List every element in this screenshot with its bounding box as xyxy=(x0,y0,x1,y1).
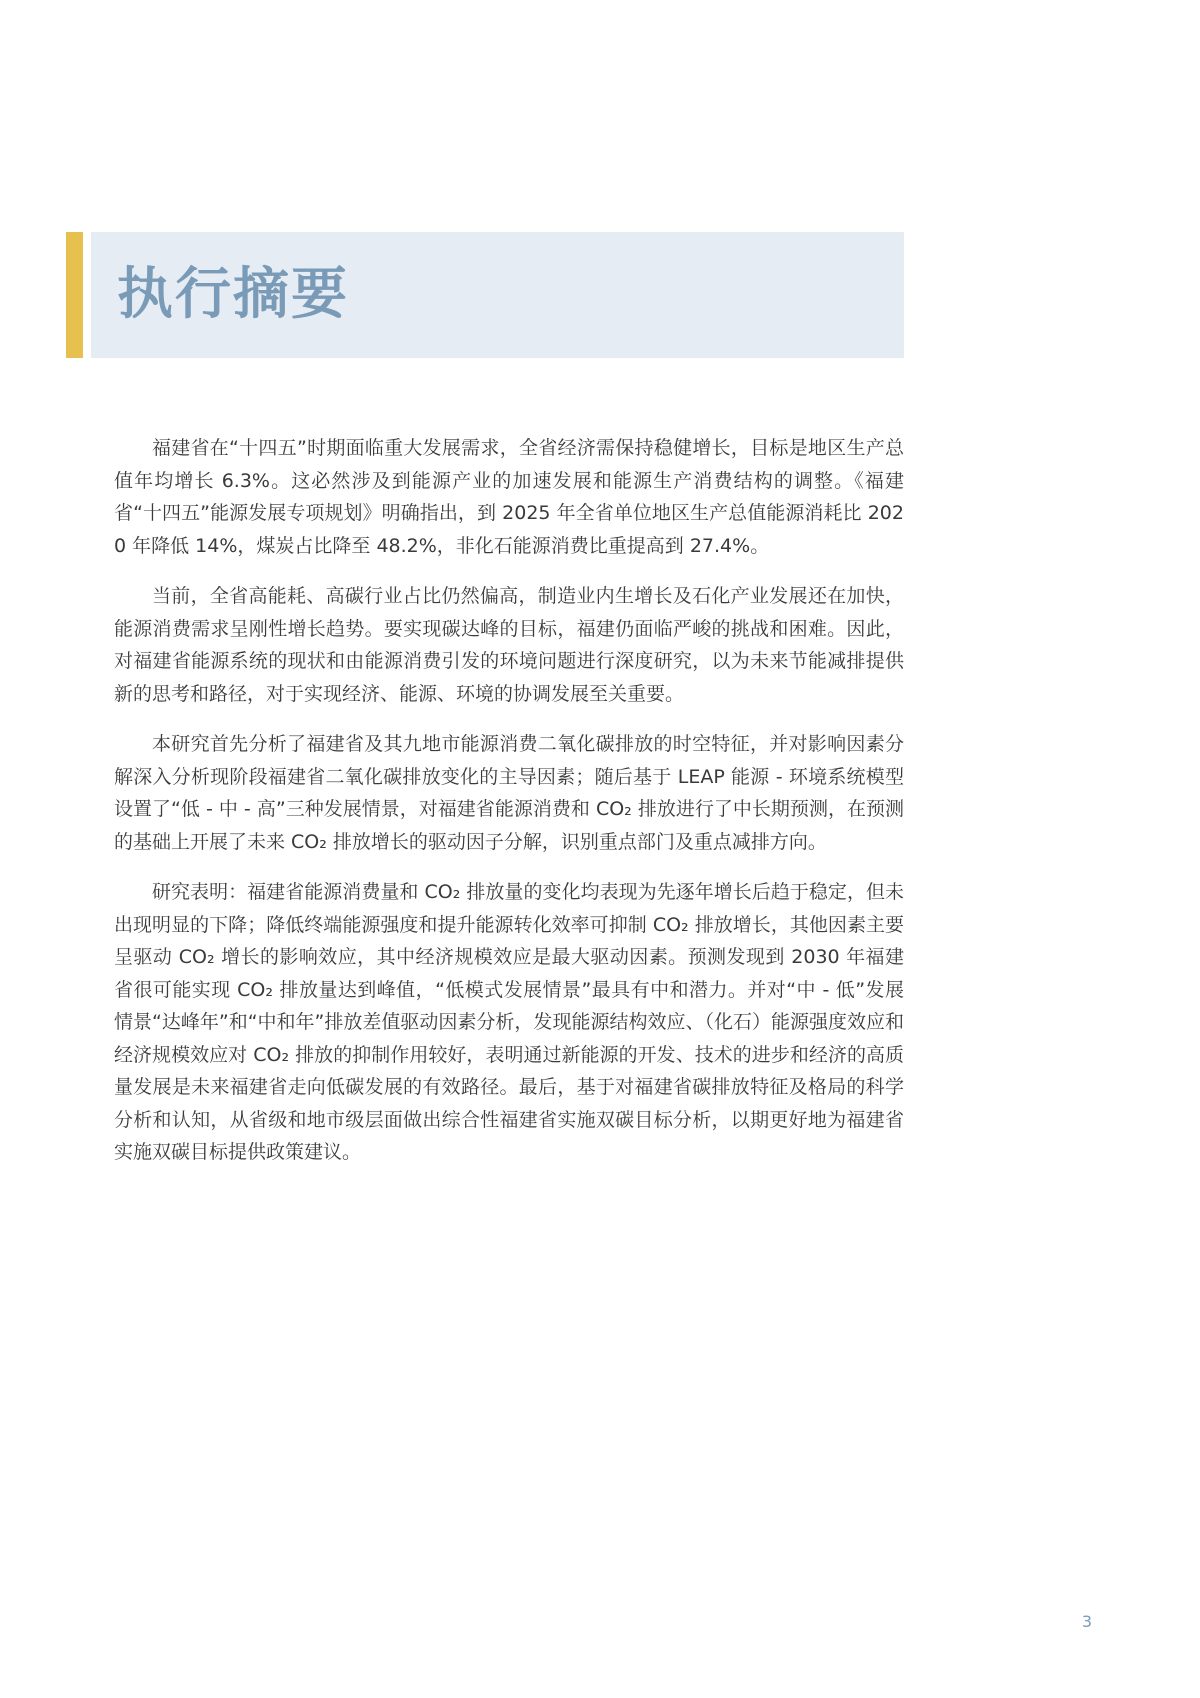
paragraph-3: 本研究首先分析了福建省及其九地市能源消费二氧化碳排放的时空特征，并对影响因素分解深入分析现阶段福建省二氧化碳排放变化的主导因素；随后基于 LEAP 能源 - 环境系统模型设置了“低 - 中 - 高”三种发展情景，对福建省能源消费和 CO₂ 排放进行了中长期预测，在预测的基础上开展了未来 CO₂ 排放增长的驱动因子分解，识别重点部门及重点减排方向。 xyxy=(114,733,904,853)
page-title: 执行摘要 xyxy=(117,262,349,327)
title-background xyxy=(91,232,904,358)
summary-body xyxy=(114,432,904,1187)
section-title-band xyxy=(66,232,904,358)
paragraph-2: 当前，全省高能耗、高碳行业占比仍然偏高，制造业内生增长及石化产业发展还在加快，能源消费需求呈刚性增长趋势。要实现碳达峰的目标，福建仍面临严峻的挑战和困难。因此，对福建省能源系统的现状和由能源消费引发的环境问题进行深度研究，以为未来节能减排提供新的思考和路径，对于实现经济、能源、环境的协调发展至关重要。 xyxy=(114,585,904,705)
paragraph-4: 研究表明：福建省能源消费量和 CO₂ 排放量的变化均表现为先逐年增长后趋于稳定，但未出现明显的下降；降低终端能源强度和提升能源转化效率可抑制 CO₂ 排放增长，其他因素主要呈驱动 CO₂ 增长的影响效应，其中经济规模效应是最大驱动因素。预测发现到 2030 年福建省很可能实现 CO₂ 排放量达到峰值，“低模式发展情景”最具有中和潜力。并对“中 - 低”发展情景“达峰年”和“中和年”排放差值驱动因素分析，发现能源结构效应、（化石）能源强度效应和经济规模效应对 CO₂ 排放的抑制作用较好，表明通过新能源的开发、技术的进步和经济的高质量发展是未来福建省走向低碳发展的有效路径。最后，基于对福建省碳排放特征及格局的科学分析和认知，从省级和地市级层面做出综合性福建省实施双碳目标分析，以期更好地为福建省实施双碳目标提供政策建议。 xyxy=(114,881,904,1163)
title-accent-bar xyxy=(66,232,83,358)
paragraph-1: 福建省在“十四五”时期面临重大发展需求，全省经济需保持稳健增长，目标是地区生产总值年均增长 6.3%。这必然涉及到能源产业的加速发展和能源生产消费结构的调整。《福建省“十四五”能源发展专项规划》明确指出，到 2025 年全省单位地区生产总值能源消耗比 2020 年降低 14%，煤炭占比降至 48.2%，非化石能源消费比重提高到 27.4%。 xyxy=(114,437,904,557)
page-number: 3 xyxy=(1081,1612,1092,1631)
